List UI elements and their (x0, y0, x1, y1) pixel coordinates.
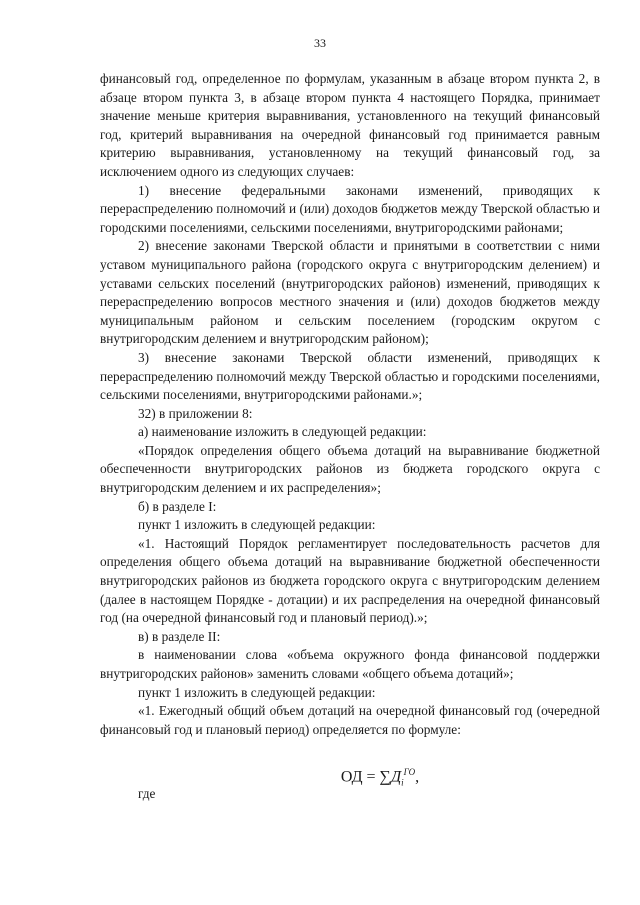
formula (100, 759, 600, 788)
paragraph: б) в разделе I: (138, 498, 217, 514)
formula-subscript: i (401, 777, 404, 788)
where-label: где (138, 786, 156, 802)
paragraph: в) в разделе II: (138, 628, 221, 644)
paragraph: в наименовании слова «объема окружного фонда финансовой поддержки внутригородских районов» заменить словами «общего объема дотаций»; (100, 647, 600, 681)
paragraph: «1. Настоящий Порядок регламентирует последовательность расчетов для определения общего объема дотаций на выравнивание бюджетной обеспеченности внутригородских районов из бюджета городского округа с внутригородским делением (далее в настоящем Порядке - дотации) и их распределения на очередной финансовый год (на очередной финансовый год и плановый период).»; (100, 535, 600, 626)
paragraph: 32) в приложении 8: (138, 405, 253, 421)
paragraph: «Порядок определения общего объема дотаций на выравнивание бюджетной обеспеченности внутригородских районов из бюджета городского округа с внутригородским делением и их распределения»; (100, 442, 600, 496)
paragraph: пункт 1 изложить в следующей редакции: (138, 517, 376, 533)
formula-lhs: ОД = ∑ (340, 768, 391, 786)
formula-superscript: ГО (403, 767, 416, 778)
paragraph: пункт 1 изложить в следующей редакции: (138, 684, 376, 700)
paragraph: «1. Ежегодный общий объем дотаций на очередной финансовый год (очередной финансовый год и плановый период) определяется по формуле: (100, 703, 600, 737)
formula-tail: , (415, 768, 420, 786)
paragraph: финансовый год, определенное по формулам, указанным в абзаце втором пункта 2, в абзаце втором пункта 3, в абзаце втором пункта 4 настоящего Порядка, принимает значение меньше критерия выравнивания, установленного на текущий финансовый год, критерий выравнивания на очередной финансовый год принимается равным критерию выравнивания, установленному на текущий финансовый год, за исключением одного из следующих случаев: (100, 71, 600, 179)
paragraph: 3) внесение законами Тверской области изменений, приводящих к перераспределению полномочий между Тверской областью и городскими поселениями, сельскими поселениями, внутригородскими районами.»; (100, 349, 600, 403)
formula-symbol: Д (390, 768, 402, 786)
paragraph: 2) внесение законами Тверской области и принятыми в соответствии с ними уставом муниципального района (городского округа с внутригородским делением) и уставами сельских поселений (внутригородских районов) изменений, приводящих к перераспределению вопросов местного значения и (или) доходов бюджетов между муниципальным районом и сельским поселением (городским округом с внутригородским делением и внутригородским районом); (100, 238, 600, 347)
document-body (100, 70, 600, 804)
page-number: 33 (314, 36, 326, 50)
paragraph: а) наименование изложить в следующей редакции: (138, 424, 427, 440)
paragraph: 1) внесение федеральными законами изменений, приводящих к перераспределению полномочий и (или) доходов бюджетов между Тверской областью и городскими поселениями, сельскими поселениями, внутригородскими районами; (100, 182, 600, 235)
